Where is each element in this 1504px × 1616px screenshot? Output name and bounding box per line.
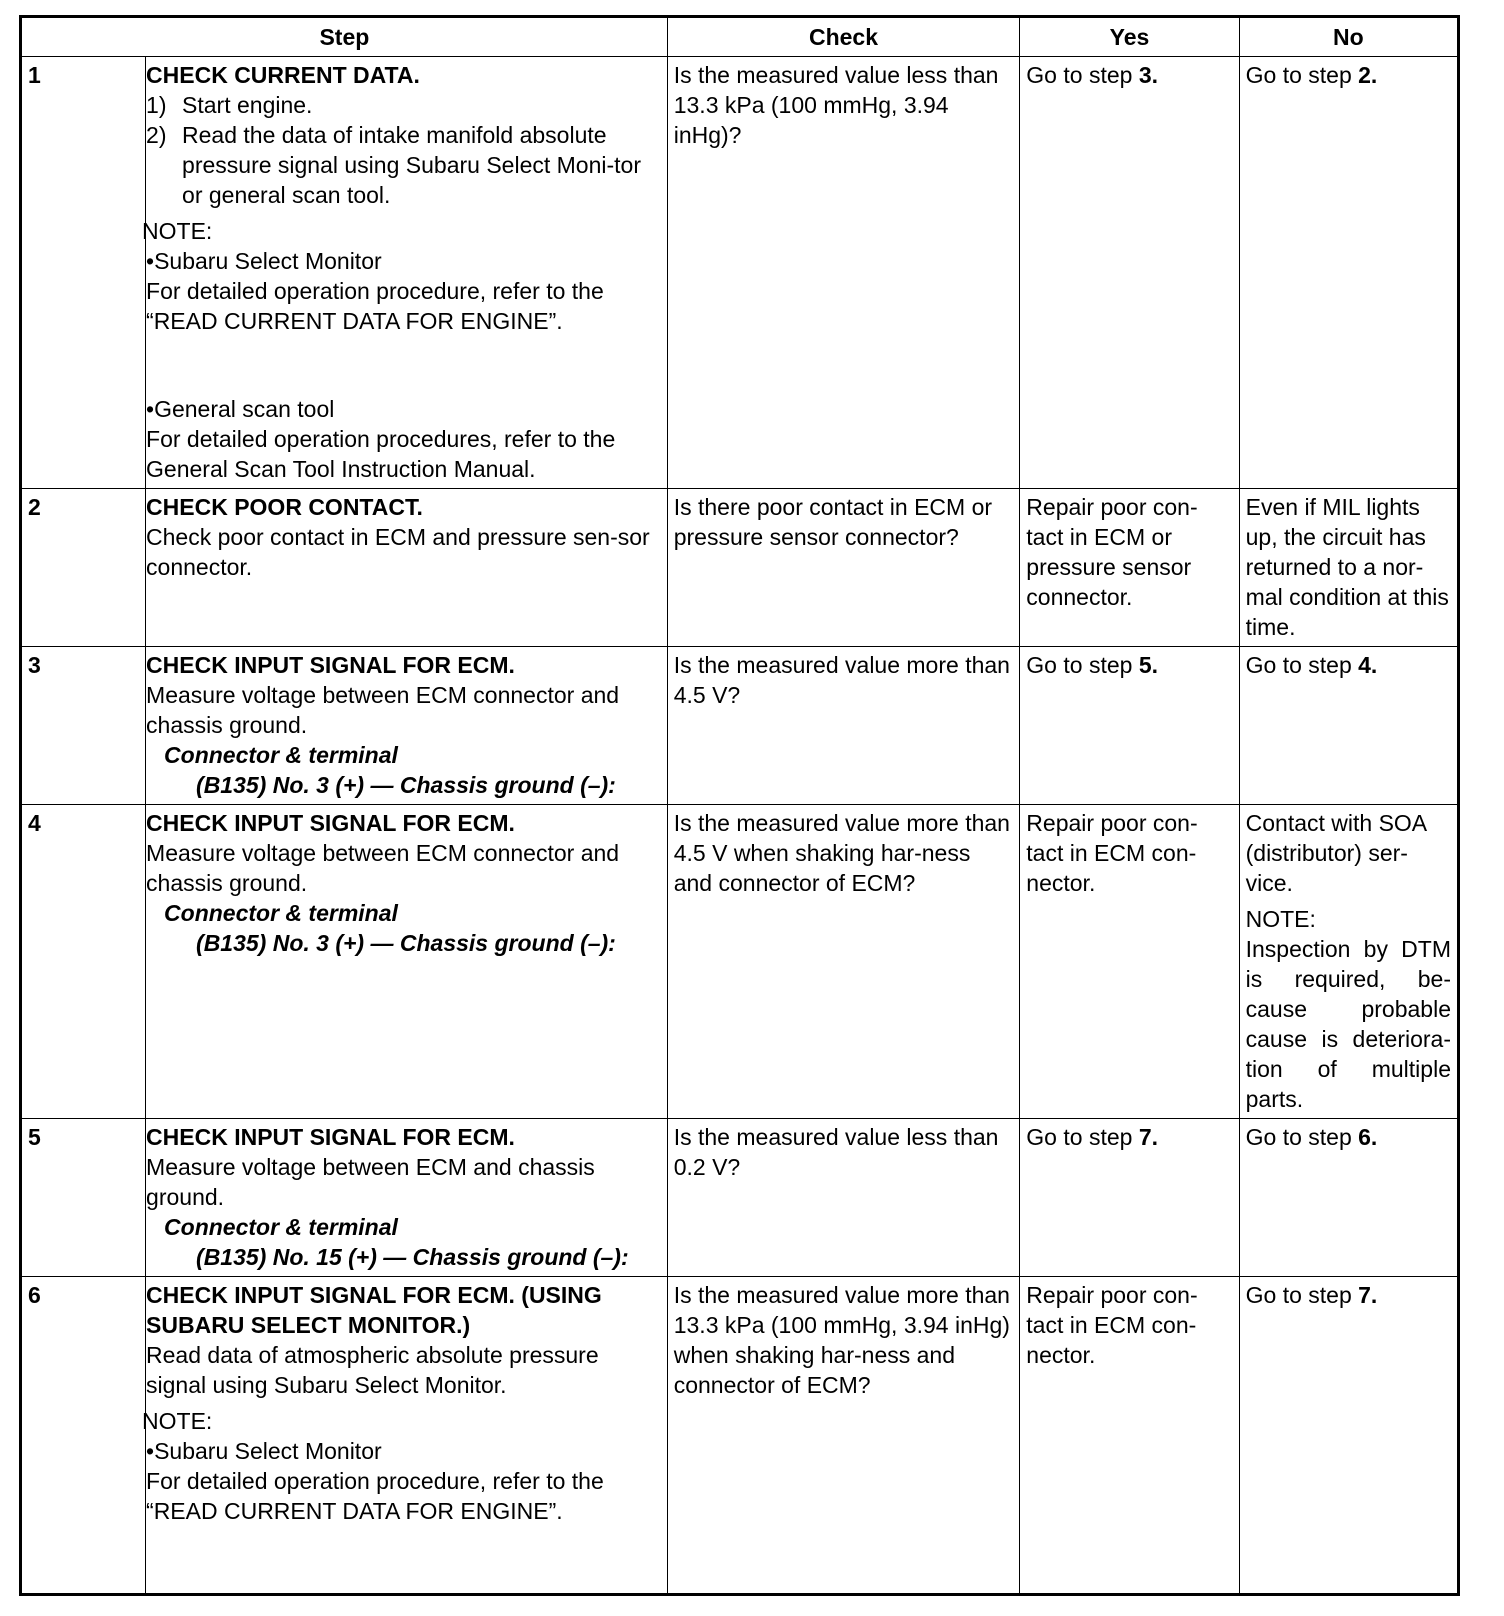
step-number: 2 xyxy=(21,489,146,647)
step-title: CHECK INPUT SIGNAL FOR ECM. (USING SUBARU SELECT MONITOR.) xyxy=(146,1282,602,1338)
connector-value: (B135) No. 3 (+) — Chassis ground (–): xyxy=(196,930,616,956)
step-number: 6 xyxy=(21,1277,146,1595)
list-item: 1) Start engine. xyxy=(146,92,313,118)
check-cell: Is the measured value more than 4.5 V? xyxy=(667,647,1020,805)
step-number: 1 xyxy=(21,57,146,489)
step-number: 4 xyxy=(21,805,146,1119)
check-cell: Is the measured value more than 13.3 kPa (100 mmHg, 3.94 inHg) when shaking har-ness and connector of ECM? xyxy=(667,1277,1020,1595)
step-number: 3 xyxy=(21,647,146,805)
note-heading: •General scan tool xyxy=(146,396,335,422)
header-yes: Yes xyxy=(1020,17,1239,57)
step-title: CHECK INPUT SIGNAL FOR ECM. xyxy=(146,652,515,678)
step-body: Measure voltage between ECM connector and chassis ground. xyxy=(146,682,620,738)
note-label: NOTE: xyxy=(142,218,213,244)
list-item: 2) Read the data of intake manifold absolute pressure signal using Subaru Select Moni-tor or general scan tool. xyxy=(146,122,641,208)
table-row xyxy=(21,489,1459,647)
note-label: NOTE: xyxy=(142,1408,213,1434)
step-title: CHECK CURRENT DATA. xyxy=(146,62,420,88)
no-cell: Go to step 4. xyxy=(1239,647,1458,805)
table-row xyxy=(21,1277,1459,1595)
step-body: Measure voltage between ECM connector and chassis ground. xyxy=(146,840,620,896)
yes-cell: Go to step 5. xyxy=(1020,647,1239,805)
step-description xyxy=(142,1277,668,1595)
step-description xyxy=(146,647,668,805)
table-row xyxy=(21,805,1459,1119)
connector-label: Connector & terminal xyxy=(164,1214,398,1240)
table-row xyxy=(21,1119,1459,1277)
step-title: CHECK INPUT SIGNAL FOR ECM. xyxy=(146,810,515,836)
note-heading: •Subaru Select Monitor xyxy=(146,1438,382,1464)
step-body: Measure voltage between ECM and chassis ground. xyxy=(146,1154,595,1210)
no-cell: Go to step 2. xyxy=(1239,57,1458,489)
table-row xyxy=(21,57,1459,489)
check-cell: Is the measured value more than 4.5 V when shaking har-ness and connector of ECM? xyxy=(667,805,1020,1119)
check-cell: Is the measured value less than 0.2 V? xyxy=(667,1119,1020,1277)
no-cell: Go to step 6. xyxy=(1239,1119,1458,1277)
step-title: CHECK POOR CONTACT. xyxy=(146,494,423,520)
step-description xyxy=(146,805,668,1119)
yes-cell: Go to step 7. xyxy=(1020,1119,1239,1277)
connector-value: (B135) No. 3 (+) — Chassis ground (–): xyxy=(196,772,616,798)
check-cell: Is the measured value less than 13.3 kPa (100 mmHg, 3.94 inHg)? xyxy=(667,57,1020,489)
header-no: No xyxy=(1239,17,1458,57)
header-check: Check xyxy=(667,17,1020,57)
connector-label: Connector & terminal xyxy=(164,742,398,768)
step-description xyxy=(146,1119,668,1277)
note-body: For detailed operation procedure, refer to the “READ CURRENT DATA FOR ENGINE”. xyxy=(146,1468,604,1524)
step-title: CHECK INPUT SIGNAL FOR ECM. xyxy=(146,1124,515,1150)
yes-cell: Repair poor con-tact in ECM or pressure sensor connector. xyxy=(1020,489,1239,647)
note-body: Inspection by DTM is required, be-cause probable cause is deteriora-tion of multiple parts. xyxy=(1245,936,1451,1112)
step-body: Read data of atmospheric absolute pressure signal using Subaru Select Monitor. xyxy=(146,1342,599,1398)
no-cell: Contact with SOA (distributor) ser-vice. NOTE: Inspection by DTM is required, be-cause probable cause is deteriora-tion of multiple parts. xyxy=(1239,805,1458,1119)
table-row xyxy=(21,647,1459,805)
header-row xyxy=(21,17,1459,57)
note-label: NOTE: xyxy=(1245,906,1316,932)
note-body: For detailed operation procedure, refer to the “READ CURRENT DATA FOR ENGINE”. xyxy=(146,278,604,334)
step-description xyxy=(142,57,668,489)
check-cell: Is there poor contact in ECM or pressure sensor connector? xyxy=(667,489,1020,647)
connector-label: Connector & terminal xyxy=(164,900,398,926)
no-cell: Even if MIL lights up, the circuit has returned to a nor-mal condition at this time. xyxy=(1239,489,1458,647)
step-body: Check poor contact in ECM and pressure sen-sor connector. xyxy=(146,524,650,580)
step-number: 5 xyxy=(21,1119,146,1277)
yes-cell: Repair poor con-tact in ECM con-nector. xyxy=(1020,1277,1239,1595)
step-description xyxy=(146,489,668,647)
yes-cell: Repair poor con-tact in ECM con-nector. xyxy=(1020,805,1239,1119)
yes-cell: Go to step 3. xyxy=(1020,57,1239,489)
note-body: For detailed operation procedures, refer to the General Scan Tool Instruction Manual. xyxy=(146,426,616,482)
note-heading: •Subaru Select Monitor xyxy=(146,248,382,274)
header-step: Step xyxy=(21,17,668,57)
no-cell: Go to step 7. xyxy=(1239,1277,1458,1595)
diagnostic-table xyxy=(19,15,1460,1596)
connector-value: (B135) No. 15 (+) — Chassis ground (–): xyxy=(196,1244,629,1270)
